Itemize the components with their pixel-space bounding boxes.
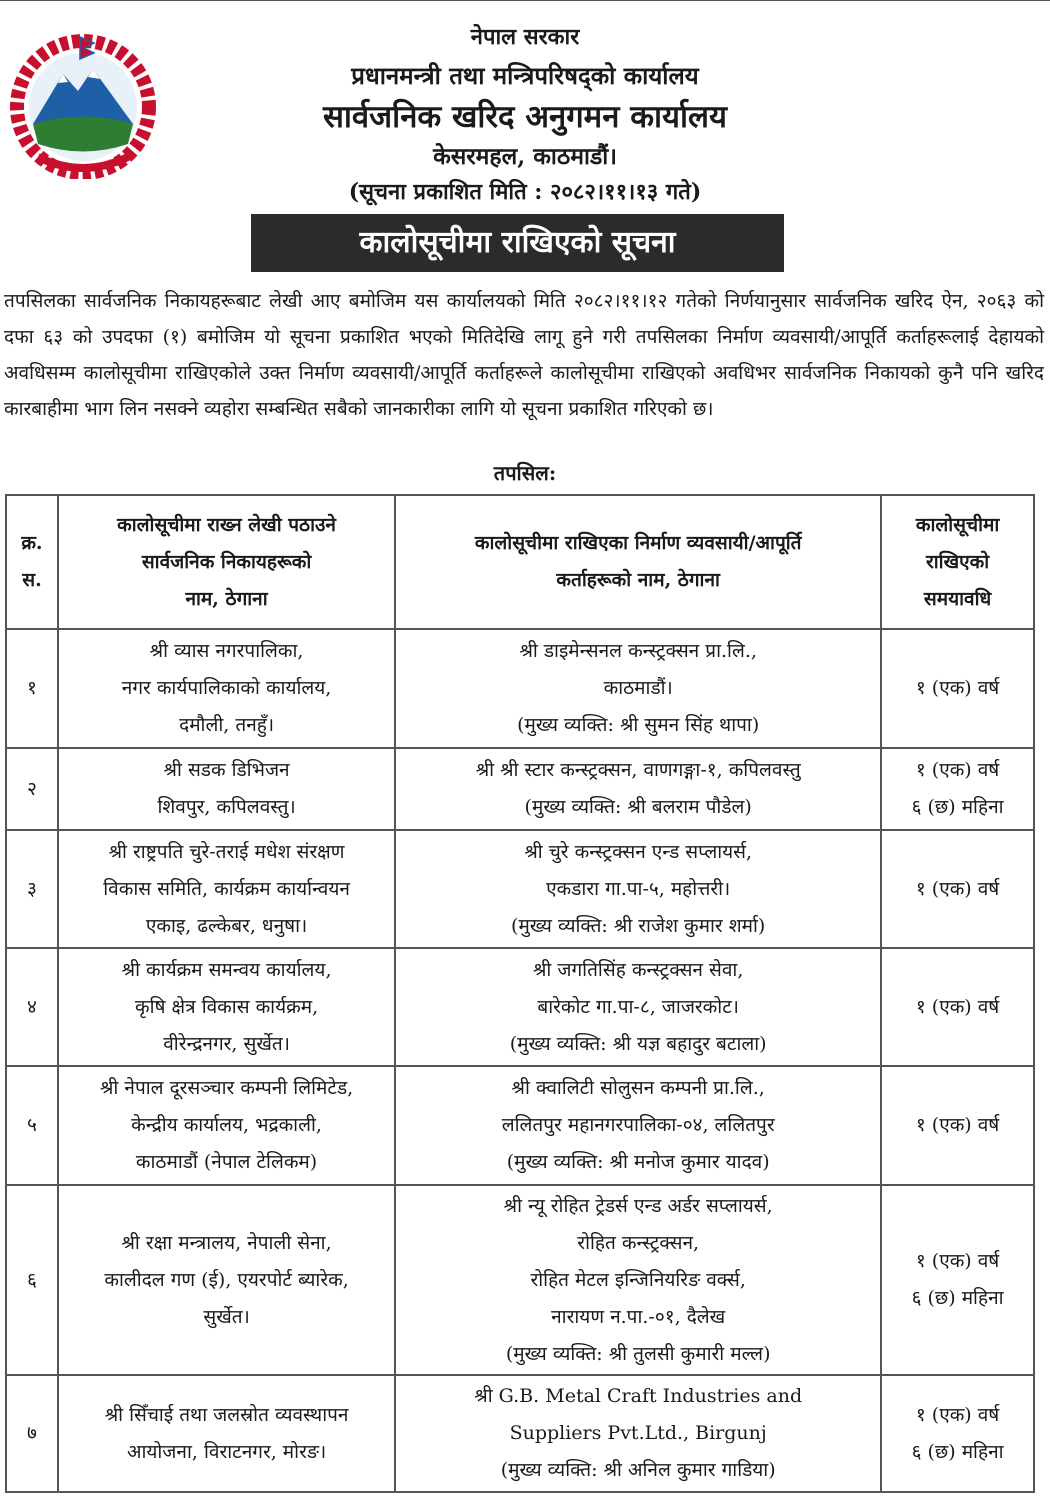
public-body-cell: श्री रक्षा मन्त्रालय, नेपाली सेना, कालीदल गण (ई), एयरपोर्ट ब्यारेक, सुर्खेत। (58, 1185, 395, 1375)
public-body-cell: श्री सडक डिभिजन शिवपुर, कपिलवस्तु। (58, 748, 395, 830)
serial-cell: ७ (6, 1375, 58, 1492)
table-row (6, 1066, 1034, 1185)
government-name: नेपाल सरकार (470, 24, 580, 50)
serial-cell: ५ (6, 1066, 58, 1185)
office-address: केसरमहल, काठमाडौं। (433, 143, 617, 170)
col-vendor: कालोसूचीमा राखिएका निर्माण व्यवसायी/आपूर्ति कर्ताहरूको नाम, ठेगाना (395, 495, 881, 629)
office-name: सार्वजनिक खरिद अनुगमन कार्यालय (322, 99, 728, 135)
period-cell: १ (एक) वर्ष ६ (छ) महिना (881, 748, 1034, 830)
vendor-cell: श्री डाइमेन्सनल कन्स्ट्रक्सन प्रा.लि., काठमाडौं। (मुख्य व्यक्ति: श्री सुमन सिंह थापा) (395, 629, 881, 748)
table-row (6, 748, 1034, 830)
publication-date: (सूचना प्रकाशित मिति : २०८२।११।१३ गते) (348, 179, 702, 205)
table-row (6, 1375, 1034, 1492)
details-heading: तपसिल: (493, 461, 557, 485)
blacklist-table (5, 494, 1035, 1493)
vendor-cell: श्री चुरे कन्स्ट्रक्सन एन्ड सप्लायर्स, एकडारा गा.पा-५, महोत्तरी। (मुख्य व्यक्ति: श्री राजेश कुमार शर्मा) (395, 830, 881, 948)
table-row (6, 948, 1034, 1066)
serial-cell: ६ (6, 1185, 58, 1375)
notice-body: तपसिलका सार्वजनिक निकायहरूबाट लेखी आए बमोजिम यस कार्यालयको मिति २०८२।११।१२ गतेको निर्णयानुसार सार्वजनिक खरिद ऐन, २०६३ को दफा ६३ को उपदफा (१) बमोजिम यो सूचना प्रकाशित भएको मितिदेखि लागू हुने गरी तपसिलका निर्माण व्यवसायी/आपूर्ति कर्ताहरूलाई देहायको अवधिसम्म कालोसूचीमा राखिएकोले उक्त निर्माण व्यवसायी/आपूर्ति कर्ताहरूले कालोसूचीमा राखिएको अवधिभर सार्वजनिक निकायको कुनै पनि खरिद कारबाहीमा भाग लिन नसक्ने व्यहोरा सम्बन्धित सबैको जानकारीका लागि यो सूचना प्रकाशित गरिएको छ। (4, 290, 1044, 420)
vendor-cell: श्री जगतिसिंह कन्स्ट्रक्सन सेवा, बारेकोट गा.पा-८, जाजरकोट। (मुख्य व्यक्ति: श्री यज्ञ बहादुर बटाला) (395, 948, 881, 1066)
period-cell: १ (एक) वर्ष (881, 1066, 1034, 1185)
serial-cell: ३ (6, 830, 58, 948)
vendor-cell: श्री श्री स्टार कन्स्ट्रक्सन, वाणगङ्गा-१, कपिलवस्तु (मुख्य व्यक्ति: श्री बलराम पौडेल) (395, 748, 881, 830)
ministry-name: प्रधानमन्त्री तथा मन्त्रिपरिषद्को कार्यालय (351, 61, 699, 90)
serial-cell: २ (6, 748, 58, 830)
public-body-cell: श्री सिँचाई तथा जलस्रोत व्यवस्थापन आयोजना, विराटनगर, मोरङ। (58, 1375, 395, 1492)
period-cell: १ (एक) वर्ष (881, 948, 1034, 1066)
serial-cell: ४ (6, 948, 58, 1066)
col-period: कालोसूचीमा राखिएको समयावधि (881, 495, 1034, 629)
table-header-row (6, 495, 1034, 629)
table-row (6, 830, 1034, 948)
table-row (6, 629, 1034, 748)
serial-cell: १ (6, 629, 58, 748)
vendor-cell: श्री न्यू रोहित ट्रेडर्स एन्ड अर्डर सप्लायर्स, रोहित कन्स्ट्रक्सन, रोहित मेटल इन्जिनियरिङ वर्क्स, नारायण न.पा.-०१, दैलेख (मुख्य व्यक्ति: श्री तुलसी कुमारी मल्ल) (395, 1185, 881, 1375)
table-row (6, 1185, 1034, 1375)
public-body-cell: श्री कार्यक्रम समन्वय कार्यालय, कृषि क्षेत्र विकास कार्यक्रम, वीरेन्द्रनगर, सुर्खेत। (58, 948, 395, 1066)
period-cell: १ (एक) वर्ष (881, 830, 1034, 948)
col-public-body: कालोसूचीमा राख्न लेखी पठाउने सार्वजनिक निकायहरूको नाम, ठेगाना (58, 495, 395, 629)
public-body-cell: श्री राष्ट्रपति चुरे-तराई मधेश संरक्षण विकास समिति, कार्यक्रम कार्यान्वयन एकाइ, ढल्केबर, धनुषा। (58, 830, 395, 948)
vendor-cell: श्री G.B. Metal Craft Industries and Suppliers Pvt.Ltd., Birgunj (मुख्य व्यक्ति: श्री अनिल कुमार गाडिया) (395, 1375, 881, 1492)
notice-title: कालोसूचीमा राखिएको सूचना (251, 214, 784, 272)
period-cell: १ (एक) वर्ष ६ (छ) महिना (881, 1375, 1034, 1492)
vendor-cell: श्री क्वालिटी सोलुसन कम्पनी प्रा.लि., ललितपुर महानगरपालिका-०४, ललितपुर (मुख्य व्यक्ति: श्री मनोज कुमार यादव) (395, 1066, 881, 1185)
public-body-cell: श्री व्यास नगरपालिका, नगर कार्यपालिकाको कार्यालय, दमौली, तनहुँ। (58, 629, 395, 748)
col-serial: क्र. स. (6, 495, 58, 629)
period-cell: १ (एक) वर्ष ६ (छ) महिना (881, 1185, 1034, 1375)
public-body-cell: श्री नेपाल दूरसञ्चार कम्पनी लिमिटेड, केन्द्रीय कार्यालय, भद्रकाली, काठमाडौं (नेपाल टेलिकम) (58, 1066, 395, 1185)
period-cell: १ (एक) वर्ष (881, 629, 1034, 748)
